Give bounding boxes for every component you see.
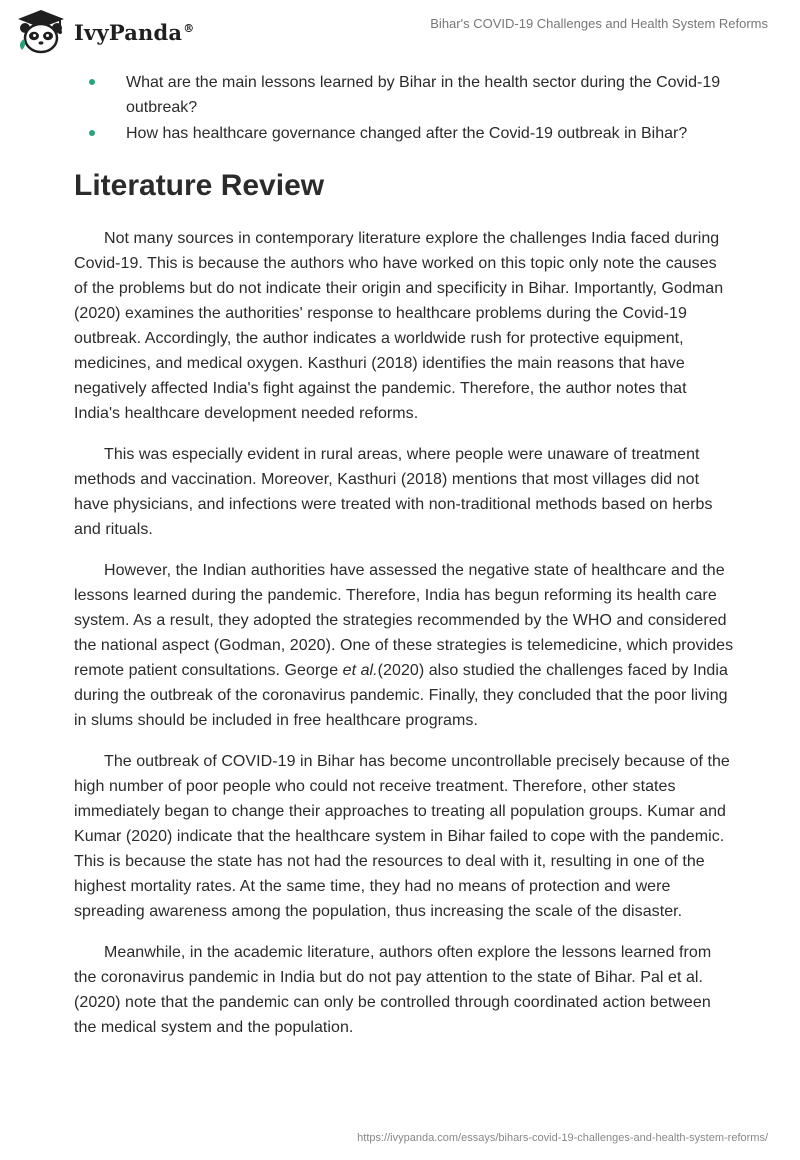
brand-name: IvyPanda®	[74, 19, 195, 45]
list-item: What are the main lessons learned by Bihar in the health sector during the Covid-19 outbreak?	[74, 70, 734, 120]
paragraph: Meanwhile, in the academic literature, authors often explore the lessons learned from the coronavirus pandemic in India but do not pay attention to the state of Bihar. Pal et al. (2020) note that the pandemic can only be controlled through coordinated action between the medical system and the population.	[74, 944, 712, 1036]
paragraph: However, the Indian authorities have assessed the negative state of healthcare and the lessons learned during the pandemic. Therefore, India has begun reforming its health care system. As a result, they adopted the strategies recommended by the WHO and considered the national aspect (Godman, 2020). One of these strategies is telemedicine, which provides remote patient consultations. George et al.(2020) also studied the challenges faced by India during the outbreak of the coronavirus pandemic. Finally, they concluded that the poor living in slums should be included in free healthcare programs.	[74, 562, 734, 729]
italic-text: et al.	[342, 662, 378, 679]
research-questions-list	[74, 70, 734, 146]
page-header	[0, 0, 800, 60]
paragraph: This was especially evident in rural areas, where people were unaware of treatment methods and vaccination. Moreover, Kasthuri (2018) mentions that most villages did not have physicians, and infections were treated with non-traditional methods based on herbs and rituals.	[74, 446, 713, 538]
ivypanda-logo[interactable]	[14, 8, 194, 56]
bullet-dot-icon	[89, 130, 95, 136]
section-heading: Literature Review	[74, 169, 325, 202]
essay-content	[74, 70, 734, 1056]
bullet-dot-icon	[89, 79, 95, 85]
paragraph: The outbreak of COVID-19 in Bihar has become uncontrollable precisely because of the high number of poor people who could not receive treatment. Therefore, other states immediately began to change their approaches to treating all population groups. Kumar and Kumar (2020) indicate that the healthcare system in Bihar failed to cope with the pandemic. This is because the state has not had the resources to deal with it, resulting in one of the highest mortality rates. At the same time, they had no means of protection and were spreading awareness among the population, thus increasing the scale of the disaster.	[74, 753, 730, 920]
source-url[interactable]: https://ivypanda.com/essays/bihars-covid-19-challenges-and-health-system-reforms/	[357, 1132, 768, 1144]
list-item: How has healthcare governance changed after the Covid-19 outbreak in Bihar?	[74, 121, 734, 146]
paragraph: Not many sources in contemporary literature explore the challenges India faced during Covid-19. This is because the authors who have worked on this topic only note the causes of the problems but do not indicate their origin and specificity in Bihar. Importantly, Godman (2020) examines the authorities' response to healthcare problems during the Covid-19 outbreak. Accordingly, the author indicates a worldwide rush for protective equipment, medicines, and medical oxygen. Kasthuri (2018) identifies the main reasons that have negatively affected India's fight against the pandemic. Therefore, the author notes that India's healthcare development needed reforms.	[74, 230, 724, 422]
document-title: Bihar's COVID-19 Challenges and Health System Reforms	[430, 16, 768, 31]
panda-graduate-logo-icon	[14, 8, 68, 56]
